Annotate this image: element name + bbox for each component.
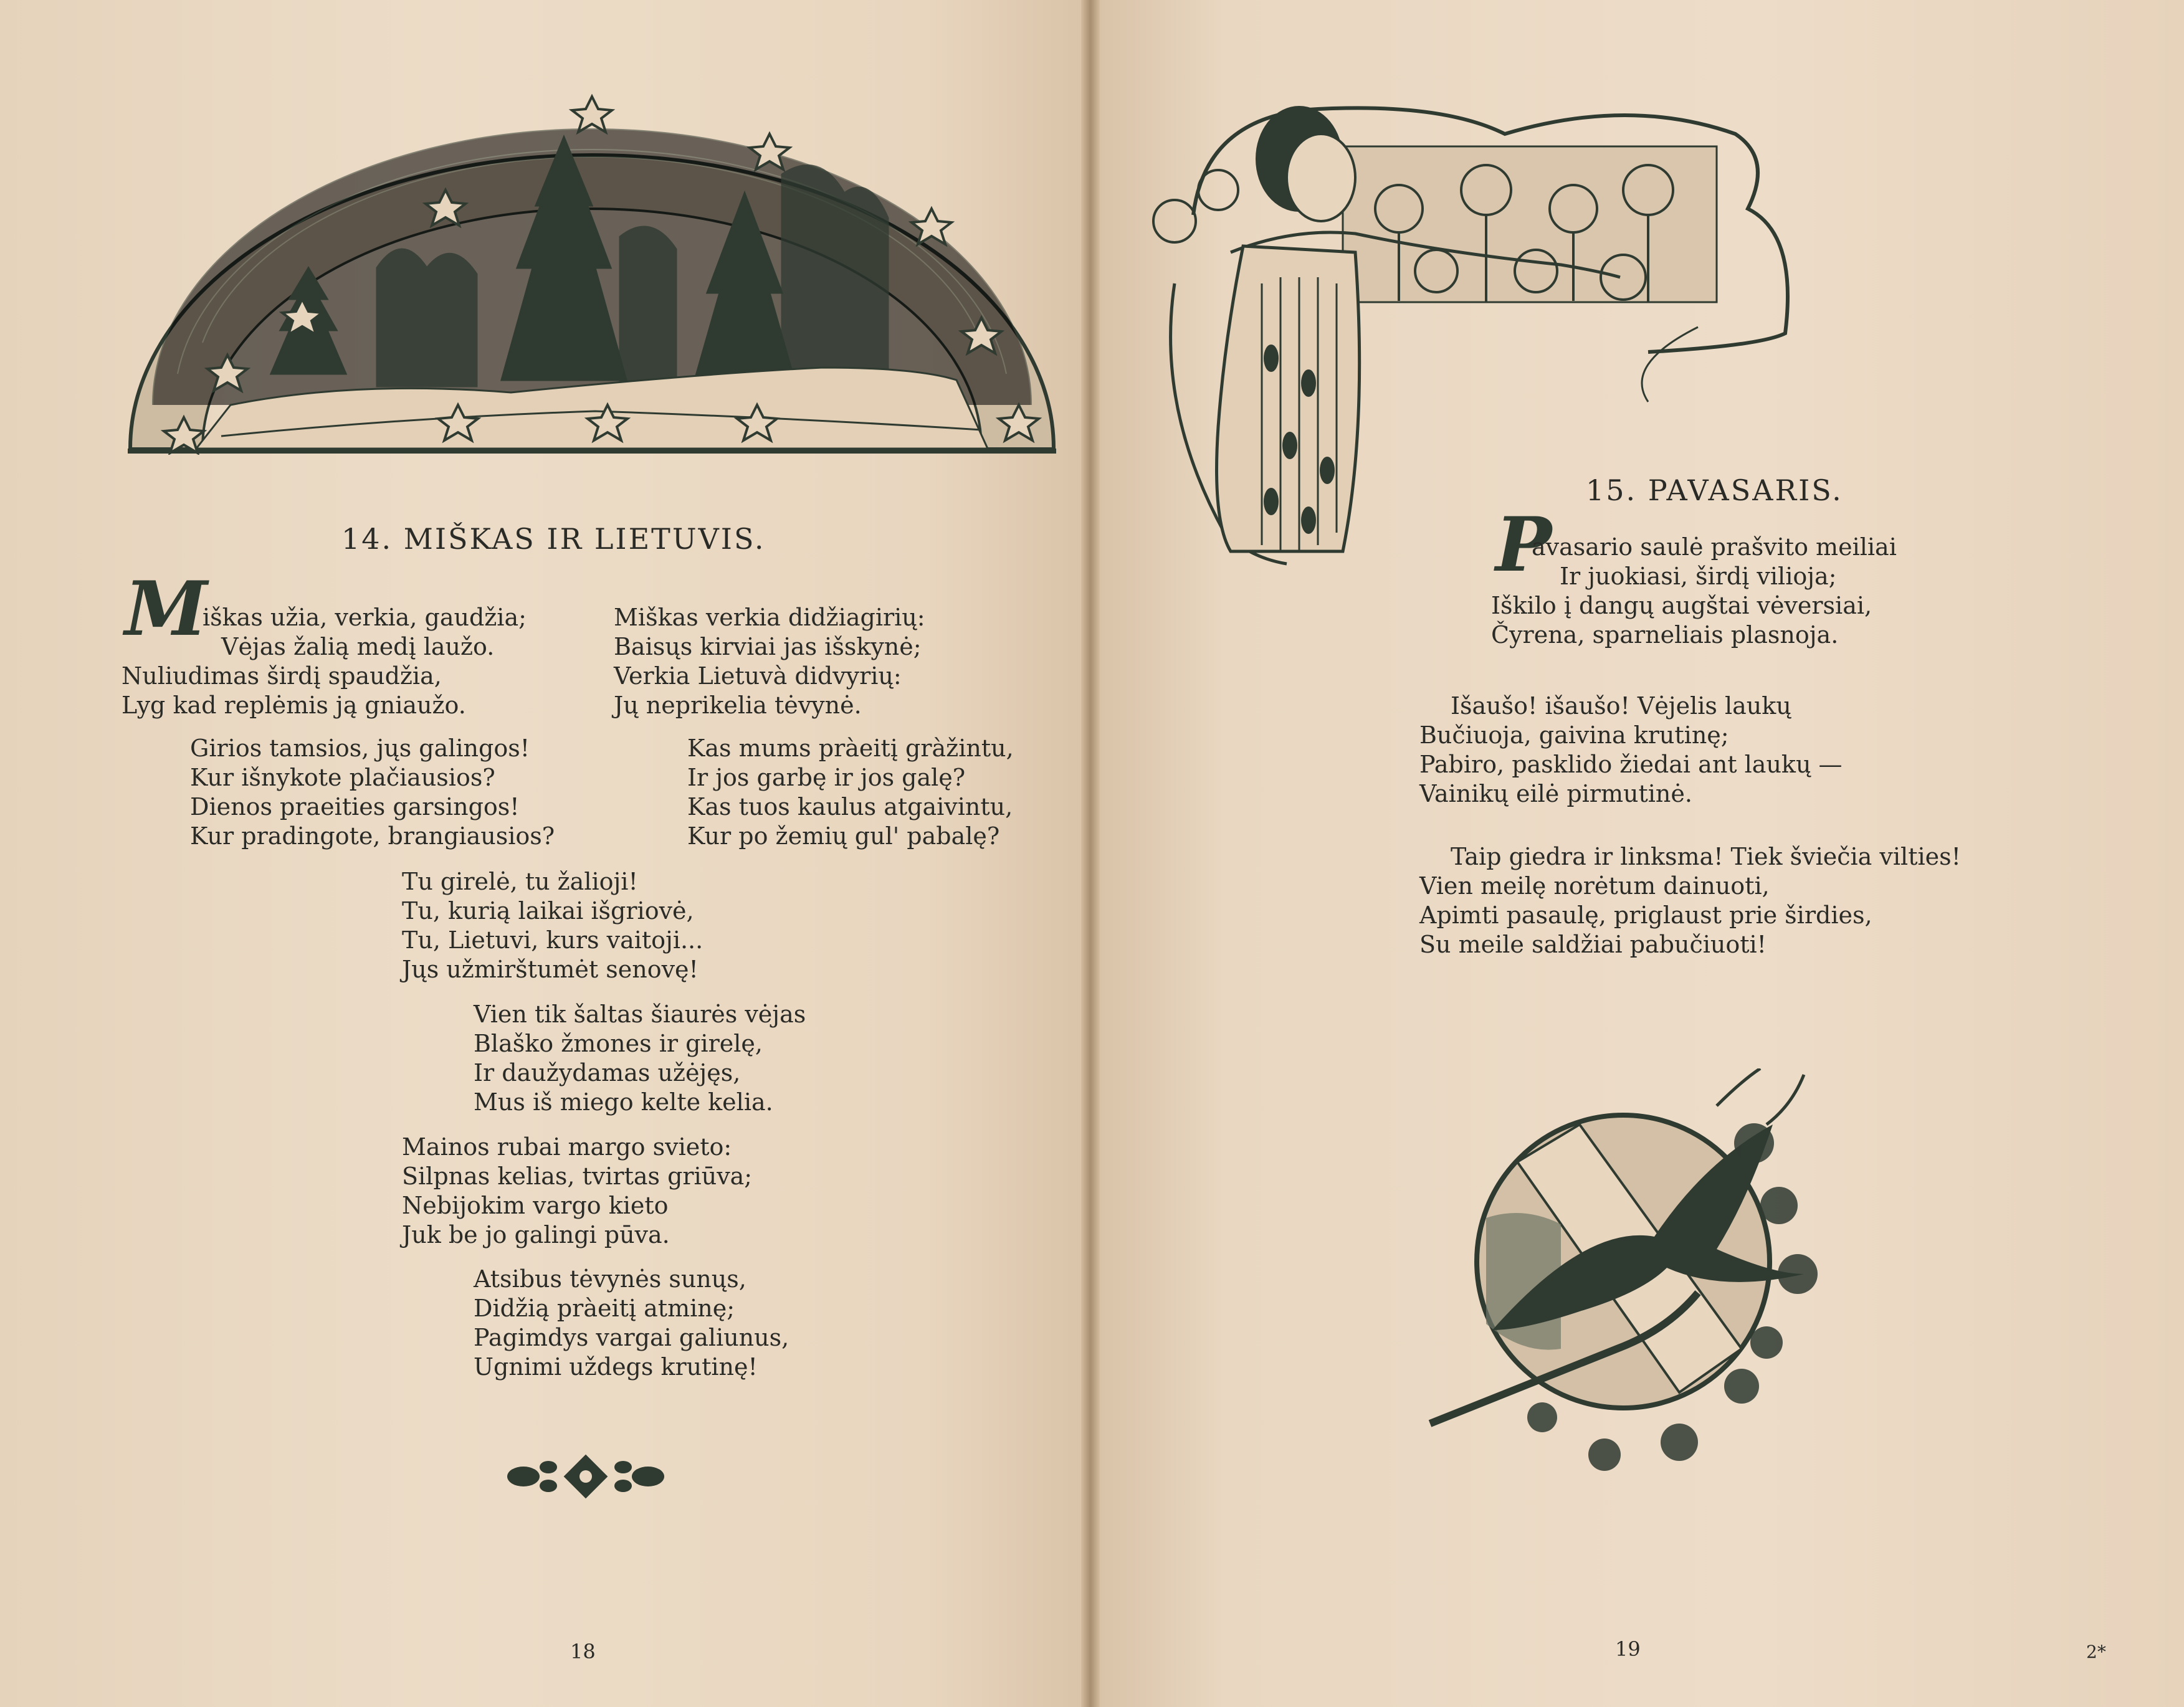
left-stanza4 xyxy=(474,1000,806,1117)
verse-line: iškas užia, verkia, gaudžia; xyxy=(203,604,527,631)
verse-line: Kur po žemių gul' pabalę? xyxy=(687,822,1000,850)
swallow-vignette-illustration xyxy=(1418,1068,1866,1480)
verse-line: Pagimdys vargai galiunus, xyxy=(474,1324,789,1351)
verse-line: Juk be jo galingi pūva. xyxy=(402,1221,670,1248)
verse-line: Kas mums pràeitį gràžintu, xyxy=(687,735,1014,762)
verse-line: Ir jos garbę ir jos galę? xyxy=(687,764,966,791)
forest-arch-illustration xyxy=(128,81,1056,455)
left-stanza5 xyxy=(402,1133,752,1250)
floral-ornament xyxy=(505,1448,667,1505)
left-stanza6 xyxy=(474,1265,789,1382)
verse-line: Vien meilę norėtum dainuoti, xyxy=(1419,872,1770,900)
verse-line: avasario saulė prašvito meiliai xyxy=(1532,533,1897,561)
verse-line: Jų neprikelia tėvynė. xyxy=(614,692,862,719)
verse-line: Didžią pràeitį atminę; xyxy=(474,1295,735,1322)
left-stanza2-col2 xyxy=(687,734,1014,851)
verse-line: Vien tik šaltas šiaurės vėjas xyxy=(474,1001,806,1028)
left-stanza2-col1 xyxy=(190,734,555,851)
verse-line: Miškas verkia didžiagirių: xyxy=(614,604,925,631)
verse-line: Ir daužydamas užėjęs, xyxy=(474,1059,741,1086)
verse-line: Kas tuos kaulus atgaivintu, xyxy=(687,793,1013,820)
verse-line: Girios tamsios, jųs galingos! xyxy=(190,735,530,762)
verse-line: Apimti pasaulę, priglaust prie širdies, xyxy=(1419,901,1872,929)
verse-line: Nebijokim vargo kieto xyxy=(402,1192,669,1219)
verse-line: Išaušo! išaušo! Vėjelis laukų xyxy=(1451,692,1791,720)
right-stanza2 xyxy=(1419,692,1843,809)
verse-line: Baisųs kirviai jas išskynė; xyxy=(614,633,922,660)
verse-line: Tu girelė, tu žalioji! xyxy=(402,868,638,895)
right-stanza1 xyxy=(1491,533,1897,650)
verse-line: Iškilo į dangų augštai vėversiai, xyxy=(1491,592,1872,619)
verse-line: Bučiuoja, gaivina krutinę; xyxy=(1419,721,1729,749)
left-stanza3 xyxy=(402,867,703,984)
right-stanza3 xyxy=(1419,842,1961,959)
verse-line: Ugnimi uždegs krutinę! xyxy=(474,1353,758,1381)
verse-line: Blaško žmones ir girelę, xyxy=(474,1030,763,1057)
right-dropcap: P xyxy=(1495,501,1552,589)
verse-line: Tu, kurią laikai išgriovė, xyxy=(402,897,694,925)
verse-line: Nuliudimas širdį spaudžia, xyxy=(122,662,442,690)
verse-line: Pabiro, pasklido žiedai ant laukų — xyxy=(1419,751,1843,778)
verse-line: Su meile saldžiai pabučiuoti! xyxy=(1419,931,1767,958)
verse-line: Lyg kad replėmis ją gniaužo. xyxy=(122,692,466,719)
verse-line: Verkia Lietuvà didvyrių: xyxy=(614,662,902,690)
left-page-number: 18 xyxy=(570,1640,596,1663)
left-dropcap: M xyxy=(125,565,207,653)
left-stanza1-col1 xyxy=(122,603,527,720)
printer-signature-mark: 2* xyxy=(2086,1642,2106,1662)
right-poem-title: 15. PAVASARIS. xyxy=(1586,473,1843,507)
left-stanza1-col2 xyxy=(614,603,925,720)
left-poem-title: 14. MIŠKAS IR LIETUVIS. xyxy=(341,522,766,556)
verse-line: Kur pradingote, brangiausios? xyxy=(190,822,555,850)
verse-line: Tu, Lietuvi, kurs vaitoji... xyxy=(402,926,703,954)
verse-line: Jųs užmirštumėt senovę! xyxy=(402,956,699,983)
verse-line: Kur išnykote plačiausios? xyxy=(190,764,495,791)
verse-line: Taip giedra ir linksma! Tiek šviečia vilties! xyxy=(1451,843,1961,870)
verse-line: Čyrena, sparneliais plasnoja. xyxy=(1491,621,1839,649)
verse-line: Vainikų eilė pirmutinė. xyxy=(1419,780,1692,807)
verse-line: Ir juokiasi, širdį vilioja; xyxy=(1560,563,1837,590)
right-page-number: 19 xyxy=(1615,1637,1641,1661)
verse-line: Mainos rubai margo svieto: xyxy=(402,1133,732,1161)
book-gutter xyxy=(1081,0,1100,1707)
verse-line: Atsibus tėvynės sunųs, xyxy=(474,1265,746,1293)
verse-line: Dienos praeities garsingos! xyxy=(190,793,520,820)
verse-line: Silpnas kelias, tvirtas griūva; xyxy=(402,1163,753,1190)
verse-line: Mus iš miego kelte kelia. xyxy=(474,1088,773,1116)
verse-line: Vėjas žalią medį laužo. xyxy=(221,633,495,660)
